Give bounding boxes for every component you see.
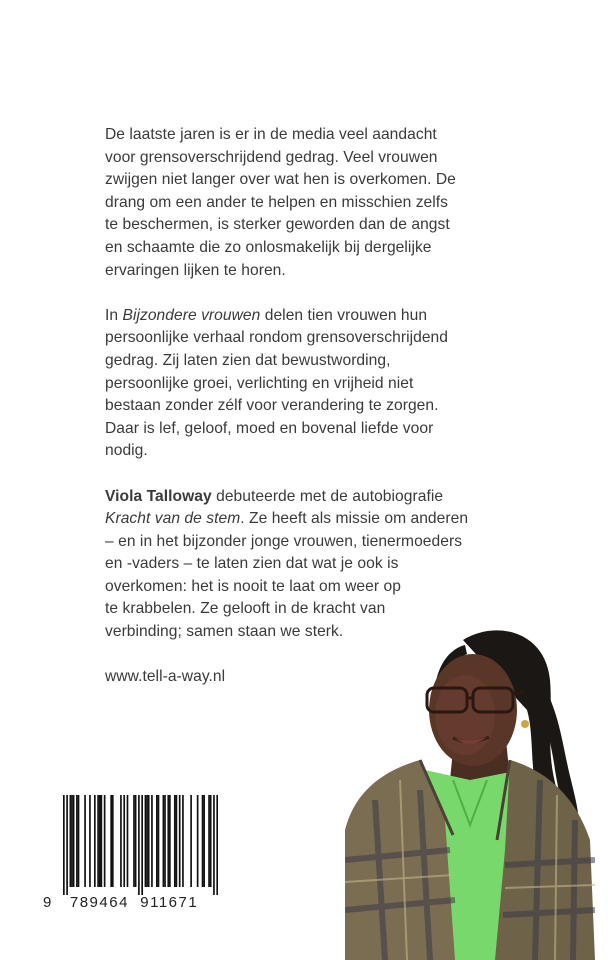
text-fragment: delen tien vrouwen hun	[260, 306, 428, 324]
barcode-bar	[73, 795, 75, 887]
text-line: gedrag. Zij laten zien dat bewustwording,	[105, 351, 391, 369]
text-line: te beschermen, is sterker geworden dan de angst	[105, 216, 450, 234]
barcode-bar	[148, 795, 150, 887]
barcode-bar	[164, 795, 166, 887]
barcode-bar	[146, 795, 148, 887]
barcode-bar	[63, 795, 65, 895]
text-line: en -vaders – te laten zien dat wat je ook is	[105, 555, 399, 573]
text-line	[105, 305, 505, 328]
text-line: persoonlijke groei, verlichting en vrijheid niet	[105, 374, 414, 392]
barcode-bars	[63, 795, 218, 895]
barcode-bar	[123, 795, 125, 887]
author-name: Viola Talloway	[105, 487, 212, 505]
text-line: voor grensoverschrijdend gedrag. Veel vrouwen	[105, 148, 438, 166]
barcode-bar	[176, 795, 178, 887]
text-line: zwijgen niet langer over wat hen is overkomen. De	[105, 171, 456, 189]
text-fragment: . Ze heeft als missie om anderen	[240, 510, 469, 528]
barcode-bar	[110, 795, 112, 887]
barcode-bar	[141, 795, 143, 895]
barcode-bar	[202, 795, 204, 887]
barcode-bar	[174, 795, 176, 887]
barcode-bar	[94, 795, 96, 887]
barcode-bar	[169, 795, 171, 887]
text-line: nodig.	[105, 442, 148, 460]
text-line	[105, 486, 505, 509]
barcode-digit-lead: 9	[43, 894, 53, 911]
paragraph-book	[105, 305, 505, 463]
barcode-bar	[197, 795, 199, 887]
barcode-bar	[216, 795, 218, 895]
barcode-bar	[151, 795, 153, 887]
barcode-bar	[89, 795, 91, 887]
barcode-digits-left: 789464	[69, 894, 129, 911]
barcode-bar	[99, 795, 101, 887]
text-line: Daar is lef, geloof, moed en bovenal liefde voor	[105, 419, 434, 437]
barcode-bar	[112, 795, 114, 887]
barcode-bar	[158, 795, 160, 887]
barcode-bar	[163, 795, 165, 887]
text-line: ervaringen lijken te horen.	[105, 261, 286, 279]
barcode-bar	[156, 795, 158, 887]
barcode-bar	[76, 795, 78, 887]
text-line: en schaamte die zo onlosmakelijk bij dergelijke	[105, 238, 432, 256]
barcode-bar	[104, 795, 106, 887]
barcode-bar	[133, 795, 135, 887]
barcode-bar	[101, 795, 103, 887]
website-url: www.tell-a-way.nl	[105, 668, 226, 686]
text-line: drang om een ander te helpen en misschien zelfs	[105, 193, 449, 211]
barcode-bar	[203, 795, 205, 887]
text-line: overkomen: het is nooit te laat om weer op	[105, 577, 401, 595]
barcode-bar	[208, 795, 210, 887]
barcode-bar	[167, 795, 169, 887]
barcode-bar	[210, 795, 212, 887]
isbn-barcode	[43, 795, 223, 915]
text-line: persoonlijke verhaal rondom grensoverschrijdend	[105, 329, 448, 347]
text-line: – en in het bijzonder jonge vrouwen, tienermoeders	[105, 532, 463, 550]
barcode-bar	[190, 795, 192, 887]
barcode-bar	[179, 795, 181, 887]
barcode-bar	[135, 795, 137, 887]
barcode-bar	[182, 795, 184, 887]
text-line: De laatste jaren is er in de media veel aandacht	[105, 126, 437, 143]
barcode-bar	[138, 795, 140, 895]
text-line: verbinding; samen staan we sterk.	[105, 623, 344, 641]
back-cover-text	[105, 124, 505, 689]
barcode-bar	[97, 795, 99, 887]
text-line: te krabbelen. Ze gelooft in de kracht van	[105, 600, 386, 618]
book-title: Bijzondere vrouwen	[122, 306, 261, 324]
text-line: bestaan zonder zélf voor verandering te zorgen.	[105, 397, 439, 415]
text-line	[105, 508, 505, 531]
barcode-bar	[145, 795, 147, 887]
barcode-bar	[213, 795, 215, 895]
previous-book-title: Kracht van de stem	[105, 510, 241, 528]
barcode-bar	[66, 795, 68, 895]
text-fragment: In	[105, 306, 123, 324]
barcode-bar	[127, 795, 129, 887]
barcode-bar	[120, 795, 122, 887]
author-portrait	[345, 620, 595, 960]
barcode-bar	[71, 795, 73, 887]
barcode-digits	[43, 894, 223, 914]
barcode-digits-right: 911671	[140, 894, 199, 911]
barcode-bar	[70, 795, 72, 887]
barcode-bar	[78, 795, 80, 887]
paragraph-intro	[105, 124, 505, 282]
barcode-bar	[84, 795, 86, 887]
text-fragment: debuteerde met de autobiografie	[211, 487, 444, 505]
